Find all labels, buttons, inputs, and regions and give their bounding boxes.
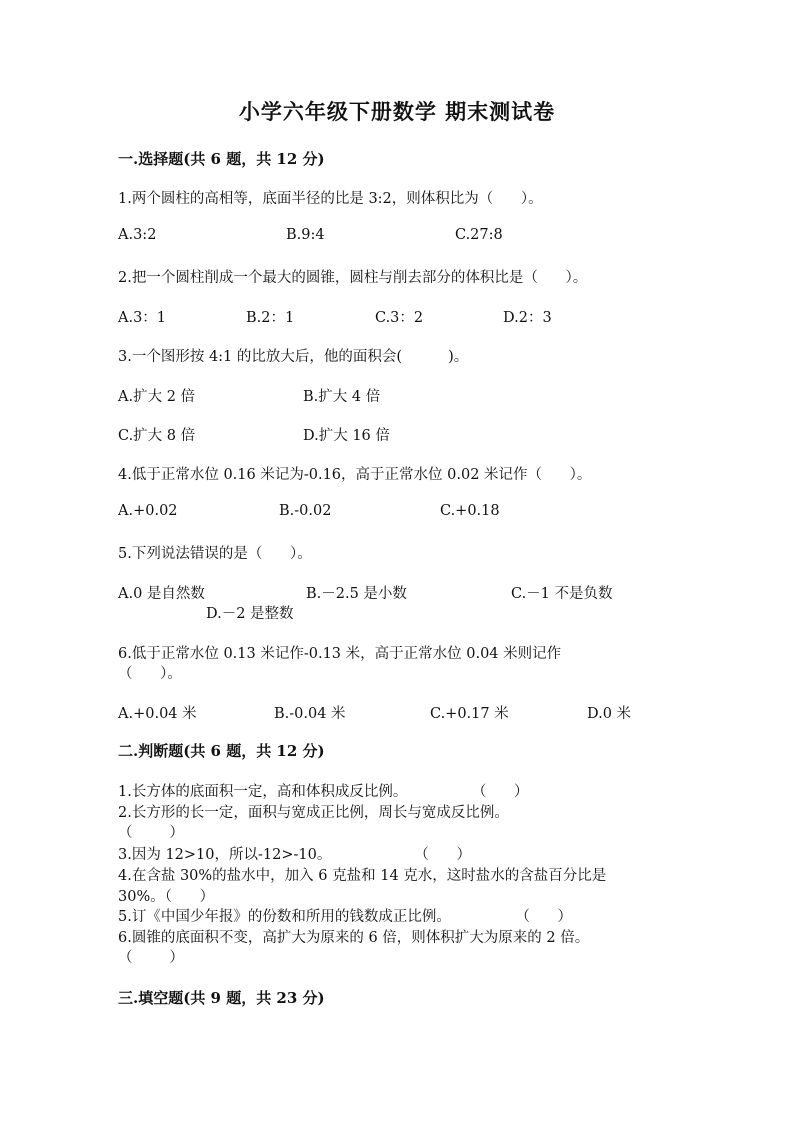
- q4-option-b: B.-0.02: [279, 503, 332, 519]
- q4-option-a: A.+0.02: [118, 503, 178, 519]
- q5-option-b: B.－2.5 是小数: [306, 586, 407, 602]
- q6-option-d: D.0 米: [587, 706, 632, 722]
- q2-option-c: C.3：2: [375, 310, 424, 326]
- question-6-stem-line1: 6.低于正常水位 0.13 米记作-0.13 米，高于正常水位 0.04 米则记作: [118, 646, 562, 662]
- judgement-line: 4.在含盐 30%的盐水中，加入 6 克盐和 14 克水，这时盐水的含盐百分比是: [118, 868, 607, 884]
- judgement-line: 5.订《中国少年报》的份数和所用的钱数成正比例。 （ ）: [118, 909, 573, 925]
- q1-option-a: A.3:2: [118, 227, 157, 243]
- q3-option-a: A.扩大 2 倍: [118, 389, 196, 405]
- judgement-line: 6.圆锥的底面积不变，高扩大为原来的 6 倍，则体积扩大为原来的 2 倍。: [118, 930, 590, 946]
- q4-option-c: C.+0.18: [440, 503, 500, 519]
- question-4-stem: 4.低于正常水位 0.16 米记为-0.16，高于正常水位 0.02 米记作（ ）。: [118, 467, 592, 483]
- q2-option-a: A.3：1: [118, 310, 167, 326]
- q6-option-c: C.+0.17 米: [430, 706, 509, 722]
- section-heading-judgement: 二.判断题(共 6 题，共 12 分): [118, 742, 325, 760]
- q3-option-b: B.扩大 4 倍: [303, 389, 381, 405]
- question-1-stem: 1.两个圆柱的高相等，底面半径的比是 3:2，则体积比为（ ）。: [118, 191, 543, 207]
- q3-option-d: D.扩大 16 倍: [303, 428, 390, 444]
- q2-option-d: D.2：3: [503, 310, 552, 326]
- q1-option-c: C.27:8: [455, 227, 503, 243]
- section-heading-fill-blank: 三.填空题(共 9 题，共 23 分): [118, 989, 325, 1007]
- exam-title: 小学六年级下册数学 期末测试卷: [238, 99, 556, 124]
- q5-option-d: D.－2 是整数: [206, 606, 294, 622]
- q6-option-b: B.-0.04 米: [274, 706, 346, 722]
- judgement-line: 3.因为 12>10，所以-12>-10。 （ ）: [118, 847, 471, 863]
- q3-option-c: C.扩大 8 倍: [118, 428, 196, 444]
- question-2-stem: 2.把一个圆柱削成一个最大的圆锥，圆柱与削去部分的体积比是（ ）。: [118, 270, 588, 286]
- question-6-stem-line2: （ ）。: [118, 666, 182, 682]
- q6-option-a: A.+0.04 米: [118, 706, 197, 722]
- section-heading-choice: 一.选择题(共 6 题，共 12 分): [118, 150, 325, 168]
- judgement-line: 1.长方体的底面积一定，高和体积成反比例。 （ ）: [118, 784, 529, 800]
- judgement-line: 2.长方形的长一定，面积与宽成正比例，周长与宽成反比例。: [118, 805, 509, 821]
- judgement-line: （ ）: [118, 950, 184, 966]
- question-5-stem: 5.下列说法错误的是（ ）。: [118, 546, 312, 562]
- judgement-line: 30%。（ ）: [118, 889, 215, 905]
- q1-option-b: B.9:4: [286, 227, 325, 243]
- q2-option-b: B.2：1: [246, 310, 295, 326]
- judgement-line: （ ）: [118, 825, 184, 841]
- question-3-stem: 3.一个图形按 4:1 的比放大后，他的面积会( )。: [118, 349, 469, 365]
- q5-option-a: A.0 是自然数: [118, 586, 205, 602]
- q5-option-c: C.－1 不是负数: [511, 586, 613, 602]
